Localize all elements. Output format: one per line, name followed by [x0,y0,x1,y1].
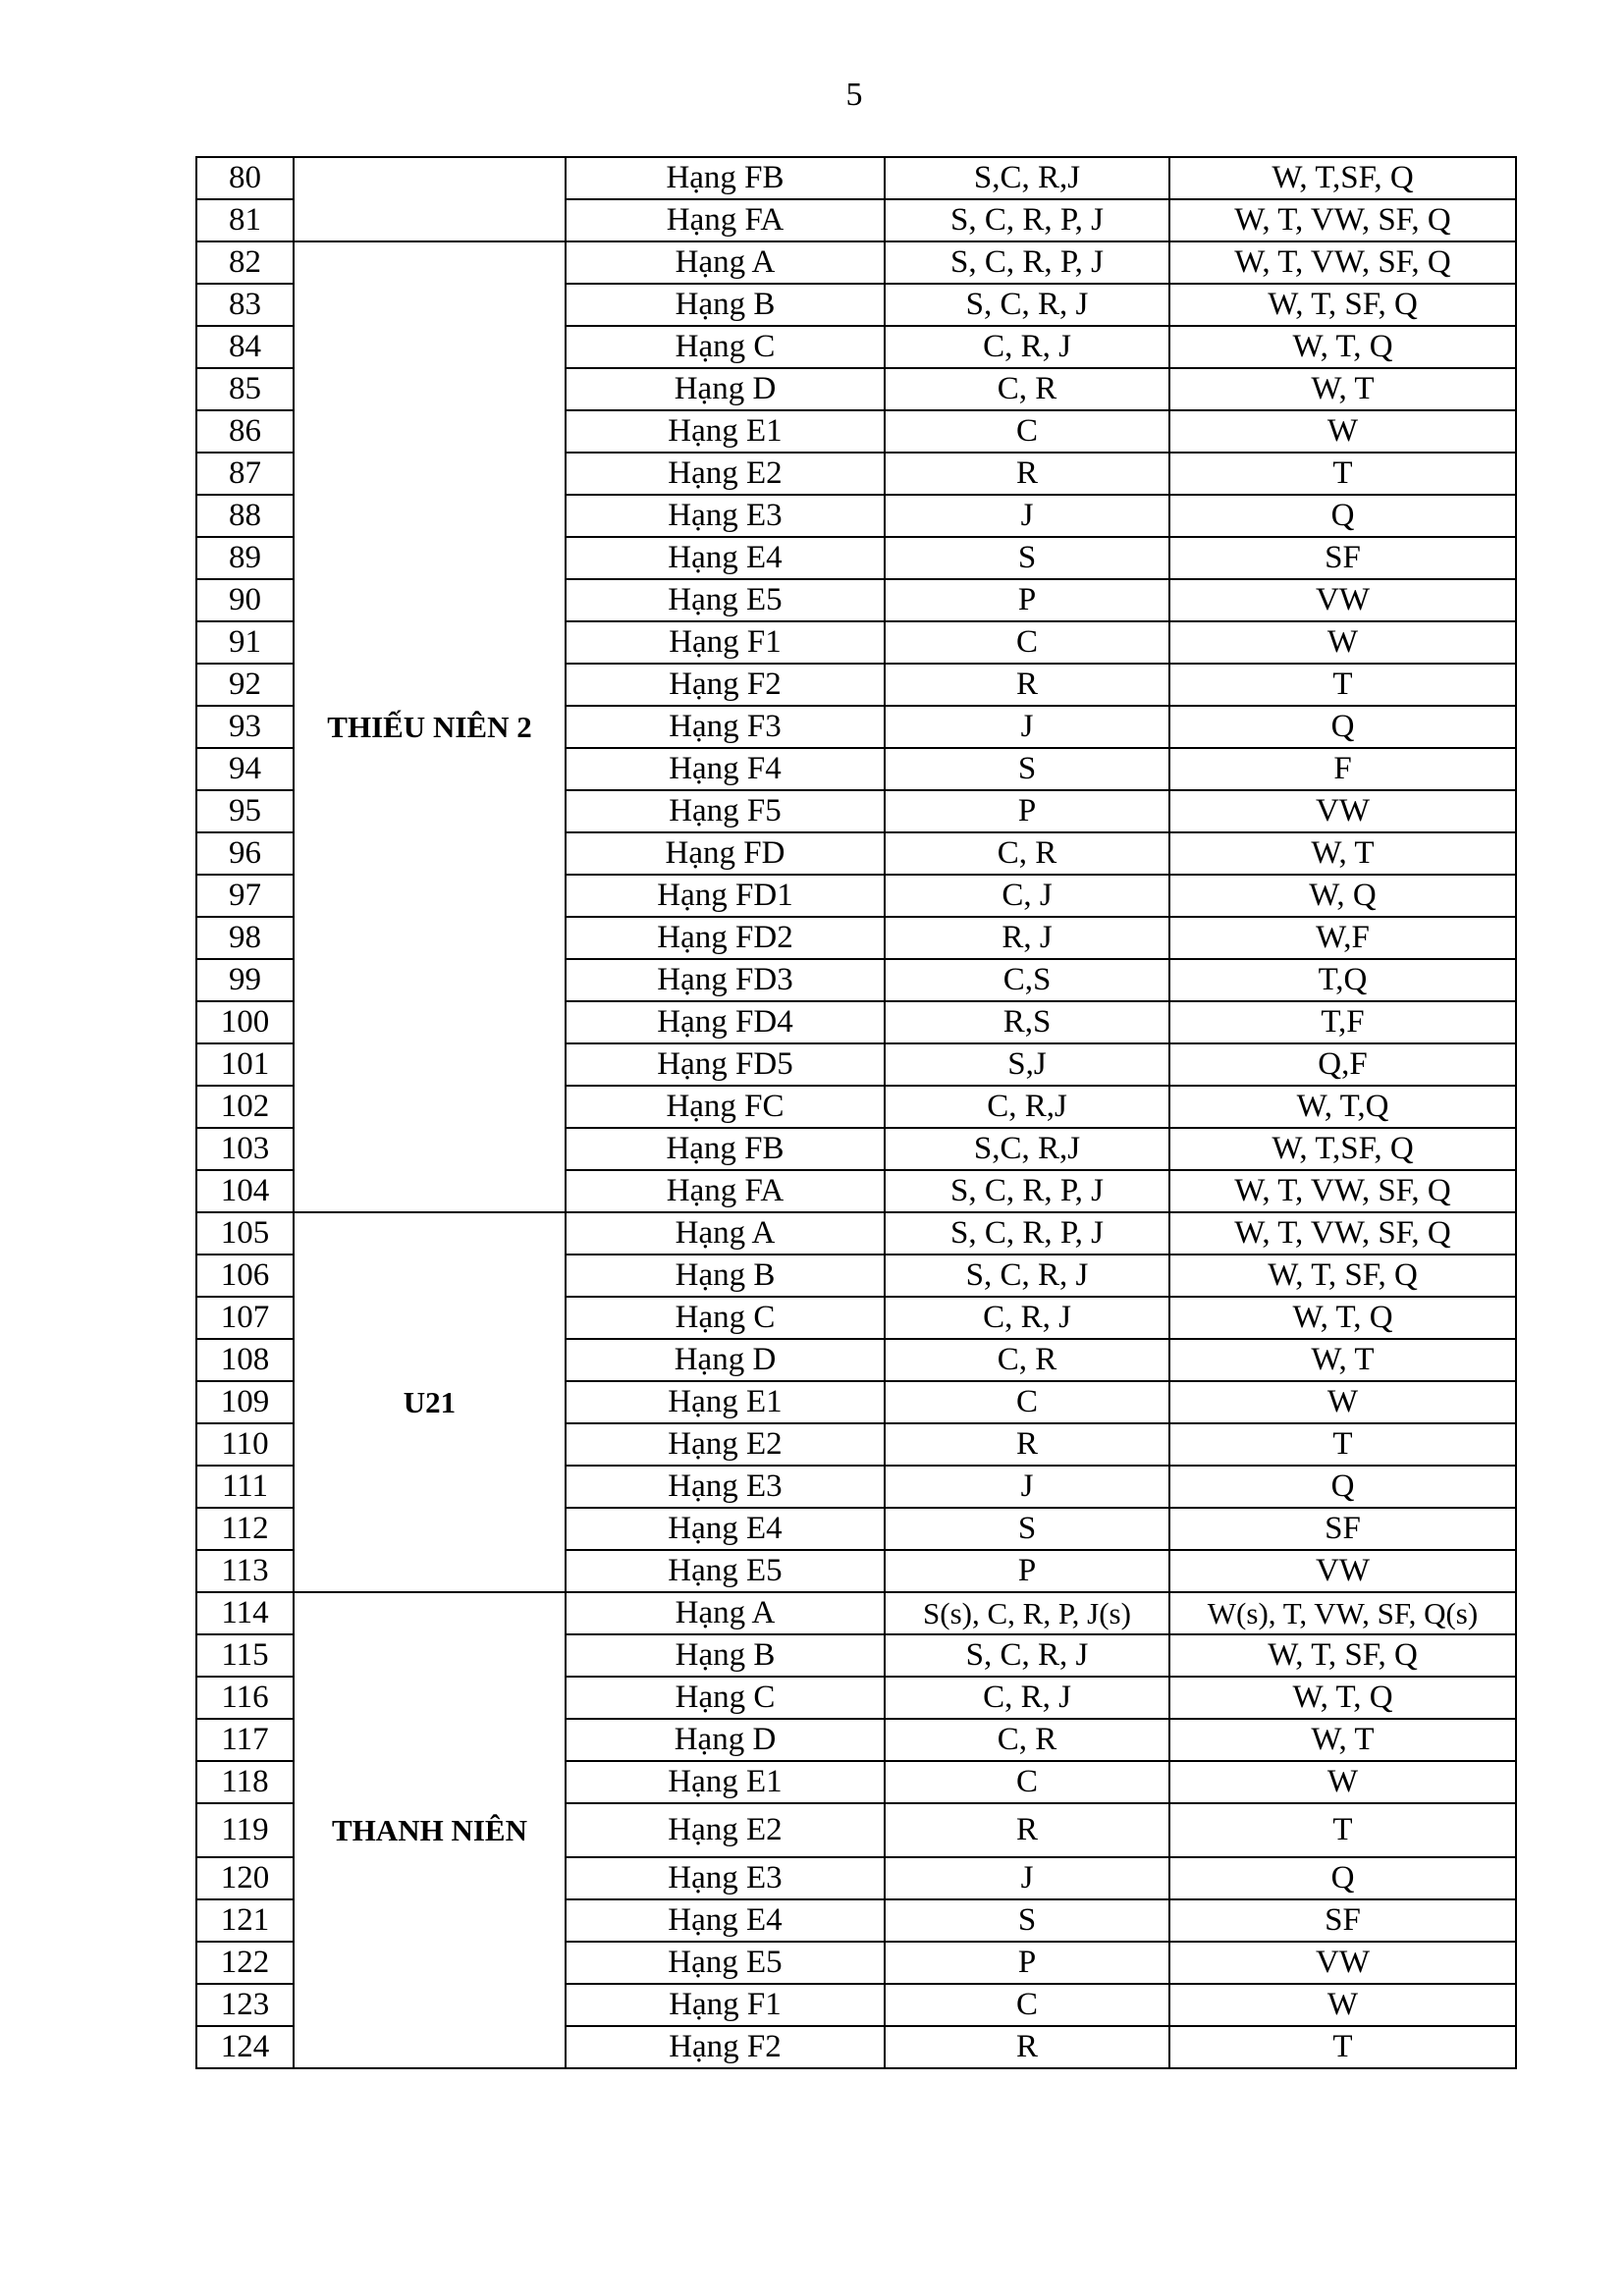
events-cell: W, T, Q [1169,326,1516,368]
row-number: 112 [196,1508,294,1550]
weapons-cell: P [885,1550,1169,1592]
weapons-cell: S,J [885,1043,1169,1086]
row-number: 108 [196,1339,294,1381]
grade-cell: Hạng C [566,326,885,368]
row-number: 89 [196,537,294,579]
events-cell: W, T, VW, SF, Q [1169,1170,1516,1212]
row-number: 90 [196,579,294,621]
weapons-cell: S, C, R, P, J [885,241,1169,284]
row-number: 87 [196,453,294,495]
grade-cell: Hạng F2 [566,2026,885,2068]
row-number: 82 [196,241,294,284]
events-cell: T [1169,1803,1516,1857]
grade-cell: Hạng F1 [566,1984,885,2026]
events-cell: T [1169,453,1516,495]
grade-cell: Hạng B [566,1634,885,1677]
grade-cell: Hạng C [566,1297,885,1339]
row-number: 100 [196,1001,294,1043]
weapons-cell: P [885,1942,1169,1984]
events-cell: T,F [1169,1001,1516,1043]
events-cell: VW [1169,790,1516,832]
events-cell: VW [1169,579,1516,621]
grade-cell: Hạng A [566,1592,885,1634]
row-number: 102 [196,1086,294,1128]
weapons-cell: C, R [885,832,1169,875]
weapons-cell: C, R, J [885,326,1169,368]
grade-cell: Hạng FD2 [566,917,885,959]
grade-cell: Hạng FC [566,1086,885,1128]
group-label [294,157,566,241]
row-number: 120 [196,1857,294,1899]
events-cell: Q [1169,495,1516,537]
row-number: 85 [196,368,294,410]
row-number: 97 [196,875,294,917]
row-number: 107 [196,1297,294,1339]
events-cell: SF [1169,1508,1516,1550]
grade-cell: Hạng B [566,1255,885,1297]
row-number: 96 [196,832,294,875]
weapons-cell: S, C, R, J [885,284,1169,326]
weapons-cell: S [885,1508,1169,1550]
grade-cell: Hạng FB [566,1128,885,1170]
group-label: THIẾU NIÊN 2 [294,241,566,1212]
weapons-cell: C [885,1381,1169,1423]
events-cell: F [1169,748,1516,790]
page-number: 5 [845,77,863,113]
row-number: 86 [196,410,294,453]
row-number: 111 [196,1466,294,1508]
grade-cell: Hạng E5 [566,1942,885,1984]
row-number: 113 [196,1550,294,1592]
events-cell: W, T [1169,832,1516,875]
events-cell: W, T,SF, Q [1169,1128,1516,1170]
events-cell: W [1169,621,1516,664]
grade-cell: Hạng B [566,284,885,326]
grade-cell: Hạng E1 [566,1381,885,1423]
events-cell: W [1169,1761,1516,1803]
grade-cell: Hạng E4 [566,1508,885,1550]
grade-cell: Hạng E5 [566,1550,885,1592]
group-label: THANH NIÊN [294,1592,566,2068]
weapons-cell: R [885,453,1169,495]
weapons-cell: C, R, J [885,1297,1169,1339]
events-cell: W, T, VW, SF, Q [1169,199,1516,241]
events-cell: Q [1169,1466,1516,1508]
grade-cell: Hạng E2 [566,453,885,495]
weapons-cell: S, C, R, P, J [885,1170,1169,1212]
events-cell: W, T, VW, SF, Q [1169,1212,1516,1255]
events-cell: Q,F [1169,1043,1516,1086]
grade-cell: Hạng FD3 [566,959,885,1001]
grade-cell: Hạng E4 [566,1899,885,1942]
grade-cell: Hạng FB [566,157,885,199]
events-cell: VW [1169,1550,1516,1592]
events-cell: W, T, SF, Q [1169,1634,1516,1677]
row-number: 105 [196,1212,294,1255]
row-number: 123 [196,1984,294,2026]
events-cell: W, T,SF, Q [1169,157,1516,199]
grade-cell: Hạng FD [566,832,885,875]
grade-cell: Hạng A [566,1212,885,1255]
weapons-cell: C [885,410,1169,453]
weapons-cell: P [885,790,1169,832]
grade-cell: Hạng F5 [566,790,885,832]
row-number: 80 [196,157,294,199]
weapons-cell: C [885,621,1169,664]
weapons-cell: J [885,706,1169,748]
events-cell: SF [1169,537,1516,579]
weapons-cell: P [885,579,1169,621]
weapons-cell: S, C, R, P, J [885,199,1169,241]
grade-cell: Hạng E1 [566,410,885,453]
events-cell: W, T [1169,368,1516,410]
row-number: 122 [196,1942,294,1984]
grade-cell: Hạng FA [566,199,885,241]
weapons-cell: R [885,1803,1169,1857]
events-cell: W,F [1169,917,1516,959]
events-cell: T [1169,1423,1516,1466]
weapons-cell: C, J [885,875,1169,917]
grade-cell: Hạng F3 [566,706,885,748]
weapons-cell: S,C, R,J [885,157,1169,199]
events-cell: W, T [1169,1339,1516,1381]
events-cell: W [1169,1381,1516,1423]
row-number: 110 [196,1423,294,1466]
weapons-cell: C, R,J [885,1086,1169,1128]
row-number: 101 [196,1043,294,1086]
row-number: 99 [196,959,294,1001]
grade-cell: Hạng F1 [566,621,885,664]
grade-cell: Hạng F4 [566,748,885,790]
weapons-cell: S [885,748,1169,790]
row-number: 83 [196,284,294,326]
weapons-cell: S(s), C, R, P, J(s) [885,1592,1169,1634]
row-number: 81 [196,199,294,241]
grade-cell: Hạng E3 [566,1857,885,1899]
row-number: 88 [196,495,294,537]
weapons-cell: C, R [885,1339,1169,1381]
grade-cell: Hạng E1 [566,1761,885,1803]
events-cell: W, T, Q [1169,1297,1516,1339]
weapons-cell: R [885,1423,1169,1466]
row-number: 121 [196,1899,294,1942]
events-cell: W [1169,1984,1516,2026]
events-cell: T [1169,2026,1516,2068]
weapons-cell: S [885,1899,1169,1942]
table-row [196,1592,1516,1634]
events-cell: W, T, SF, Q [1169,284,1516,326]
grade-cell: Hạng FD5 [566,1043,885,1086]
weapons-cell: J [885,495,1169,537]
events-cell: W, T, VW, SF, Q [1169,241,1516,284]
table-row [196,241,1516,284]
grade-cell: Hạng E2 [566,1803,885,1857]
events-cell: W, Q [1169,875,1516,917]
grade-cell: Hạng A [566,241,885,284]
row-number: 93 [196,706,294,748]
row-number: 114 [196,1592,294,1634]
grade-cell: Hạng E3 [566,495,885,537]
category-table [195,156,1517,2069]
weapons-cell: C, R [885,368,1169,410]
grade-cell: Hạng E3 [566,1466,885,1508]
weapons-cell: J [885,1857,1169,1899]
events-cell: T,Q [1169,959,1516,1001]
grade-cell: Hạng E5 [566,579,885,621]
row-number: 117 [196,1719,294,1761]
row-number: 119 [196,1803,294,1857]
row-number: 95 [196,790,294,832]
events-cell: VW [1169,1942,1516,1984]
events-cell: W, T,Q [1169,1086,1516,1128]
row-number: 91 [196,621,294,664]
weapons-cell: S, C, R, J [885,1634,1169,1677]
row-number: 98 [196,917,294,959]
weapons-cell: J [885,1466,1169,1508]
events-cell: W, T, Q [1169,1677,1516,1719]
weapons-cell: C,S [885,959,1169,1001]
weapons-cell: C, R [885,1719,1169,1761]
events-cell: W(s), T, VW, SF, Q(s) [1169,1592,1516,1634]
row-number: 104 [196,1170,294,1212]
events-cell: SF [1169,1899,1516,1942]
row-number: 124 [196,2026,294,2068]
weapons-cell: R [885,664,1169,706]
weapons-cell: C [885,1761,1169,1803]
row-number: 94 [196,748,294,790]
weapons-cell: C, R, J [885,1677,1169,1719]
weapons-cell: S,C, R,J [885,1128,1169,1170]
events-cell: Q [1169,706,1516,748]
grade-cell: Hạng FD1 [566,875,885,917]
events-cell: W, T, SF, Q [1169,1255,1516,1297]
grade-cell: Hạng D [566,368,885,410]
grade-cell: Hạng E2 [566,1423,885,1466]
row-number: 115 [196,1634,294,1677]
weapons-cell: S, C, R, P, J [885,1212,1169,1255]
row-number: 106 [196,1255,294,1297]
table-row [196,1212,1516,1255]
grade-cell: Hạng C [566,1677,885,1719]
weapons-cell: S, C, R, J [885,1255,1169,1297]
grade-cell: Hạng FD4 [566,1001,885,1043]
row-number: 118 [196,1761,294,1803]
row-number: 109 [196,1381,294,1423]
row-number: 84 [196,326,294,368]
weapons-cell: S [885,537,1169,579]
events-cell: W [1169,410,1516,453]
weapons-cell: R,S [885,1001,1169,1043]
row-number: 103 [196,1128,294,1170]
grade-cell: Hạng FA [566,1170,885,1212]
weapons-cell: R [885,2026,1169,2068]
weapons-cell: C [885,1984,1169,2026]
weapons-cell: R, J [885,917,1169,959]
grade-cell: Hạng E4 [566,537,885,579]
row-number: 92 [196,664,294,706]
grade-cell: Hạng D [566,1339,885,1381]
table-body [196,157,1516,2068]
grade-cell: Hạng D [566,1719,885,1761]
group-label: U21 [294,1212,566,1592]
events-cell: Q [1169,1857,1516,1899]
table-row [196,157,1516,199]
grade-cell: Hạng F2 [566,664,885,706]
row-number: 116 [196,1677,294,1719]
events-cell: W, T [1169,1719,1516,1761]
events-cell: T [1169,664,1516,706]
